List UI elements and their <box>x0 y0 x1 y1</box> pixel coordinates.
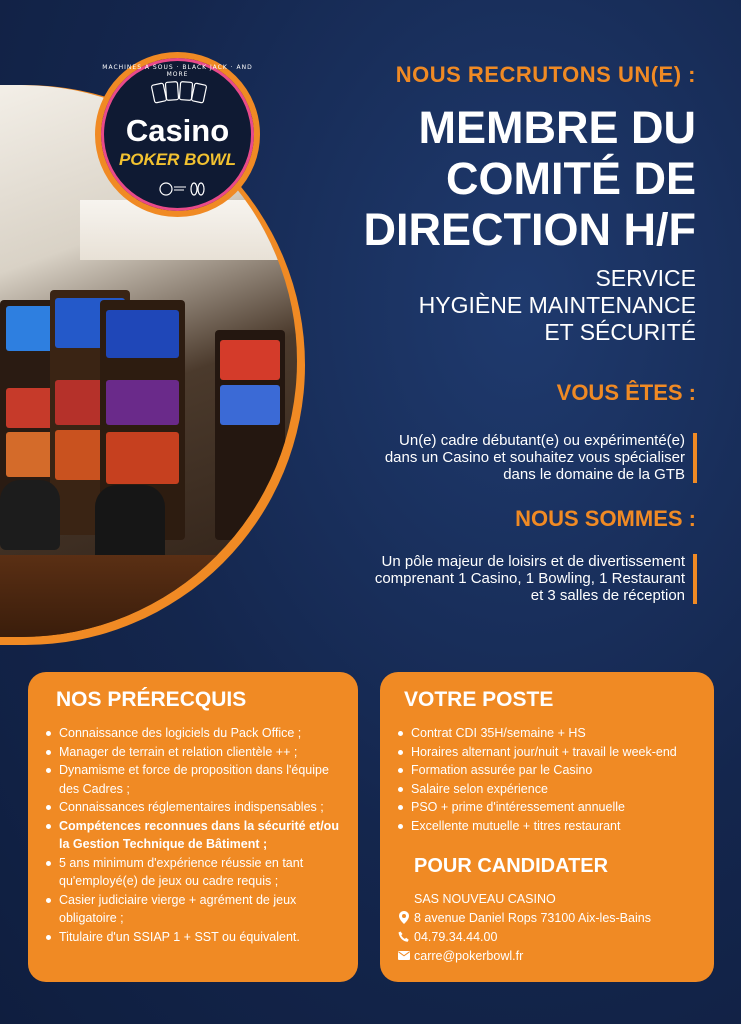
position-list <box>394 724 710 835</box>
position-heading: VOTRE POSTE <box>404 688 554 711</box>
nous-sommes-line: comprenant 1 Casino, 1 Bowling, 1 Restaurant <box>374 570 685 587</box>
email-address[interactable]: carre@pokerbowl.fr <box>414 948 524 963</box>
list-item: Manager de terrain et relation clientèle ++ ; <box>42 743 352 762</box>
list-item: Casier judiciaire vierge + agrément de jeux obligatoire ; <box>42 891 352 928</box>
list-item: PSO + prime d'intéressement annuelle <box>394 798 710 817</box>
position-card <box>380 672 714 982</box>
job-title-line: COMITÉ DE <box>445 153 696 204</box>
logo-casino-text: Casino <box>125 113 230 148</box>
list-item: Connaissance des logiciels du Pack Office ; <box>42 724 352 743</box>
vous-etes-text <box>285 432 685 483</box>
apply-heading: POUR CANDIDATER <box>414 855 609 877</box>
vous-etes-line: dans le domaine de la GTB <box>503 466 685 483</box>
vous-etes-heading: VOUS ÊTES : <box>556 380 696 405</box>
playing-cards-icon <box>149 80 209 106</box>
service-line: SERVICE <box>595 265 696 291</box>
list-item: Formation assurée par le Casino <box>394 761 710 780</box>
mail-icon <box>394 951 414 960</box>
email-line <box>394 946 710 965</box>
list-item: Contrat CDI 35H/semaine + HS <box>394 724 710 743</box>
job-title-line: MEMBRE DU <box>418 102 696 153</box>
phone-icon <box>394 931 414 943</box>
nous-sommes-line: et 3 salles de réception <box>530 587 685 604</box>
floor <box>0 555 297 637</box>
location-pin-icon <box>394 911 414 924</box>
logo-poker-bowl-text: POKER BOWL <box>118 150 237 169</box>
logo-ring-text: MACHINES A SOUS · BLACK JACK · AND MORE <box>102 64 253 78</box>
list-item: Salaire selon expérience <box>394 780 710 799</box>
prerequisites-list <box>42 724 352 946</box>
chair <box>95 485 165 565</box>
contact-block <box>394 889 710 965</box>
vous-etes-line: dans un Casino et souhaitez vous spécialiser <box>384 449 685 466</box>
list-item: Connaissances réglementaires indispensables ; <box>42 798 352 817</box>
list-item: Horaires alternant jour/nuit + travail le week-end <box>394 743 710 762</box>
prerequisites-card <box>28 672 358 982</box>
nous-sommes-text <box>285 553 685 604</box>
bowling-icon <box>156 178 206 196</box>
list-item: Compétences reconnues dans la sécurité et/ou la Gestion Technique de Bâtiment ; <box>42 817 352 854</box>
service-name <box>306 265 696 346</box>
recruiting-label: NOUS RECRUTONS UN(E) : <box>395 62 696 87</box>
job-title-line: DIRECTION H/F <box>363 204 696 255</box>
address-line <box>394 908 710 927</box>
chair <box>0 480 60 550</box>
prerequisites-heading: NOS PRÉRECQUIS <box>56 688 247 711</box>
service-line: ET SÉCURITÉ <box>544 319 696 345</box>
list-item: Excellente mutuelle + titres restaurant <box>394 817 710 836</box>
list-item: Dynamisme et force de proposition dans l'équipe des Cadres ; <box>42 761 352 798</box>
company-name: SAS NOUVEAU CASINO <box>414 891 556 906</box>
vous-etes-line: Un(e) cadre débutant(e) ou expérimenté(e) <box>399 432 685 449</box>
phone-number[interactable]: 04.79.34.44.00 <box>414 929 498 944</box>
service-line: HYGIÈNE MAINTENANCE <box>418 292 696 318</box>
accent-bar <box>693 433 697 483</box>
nous-sommes-heading: NOUS SOMMES : <box>515 506 696 531</box>
nous-sommes-line: Un pôle majeur de loisirs et de divertissement <box>381 553 685 570</box>
casino-poker-bowl-logo <box>95 52 260 217</box>
job-title <box>306 102 696 255</box>
phone-line <box>394 927 710 946</box>
list-item: 5 ans minimum d'expérience réussie en tant qu'employé(e) de jeux ou cadre requis ; <box>42 854 352 891</box>
slot-machine <box>215 330 285 540</box>
accent-bar <box>693 554 697 604</box>
list-item: Titulaire d'un SSIAP 1 + SST ou équivalent. <box>42 928 352 947</box>
address-text: 8 avenue Daniel Rops 73100 Aix-les-Bains <box>414 910 651 925</box>
